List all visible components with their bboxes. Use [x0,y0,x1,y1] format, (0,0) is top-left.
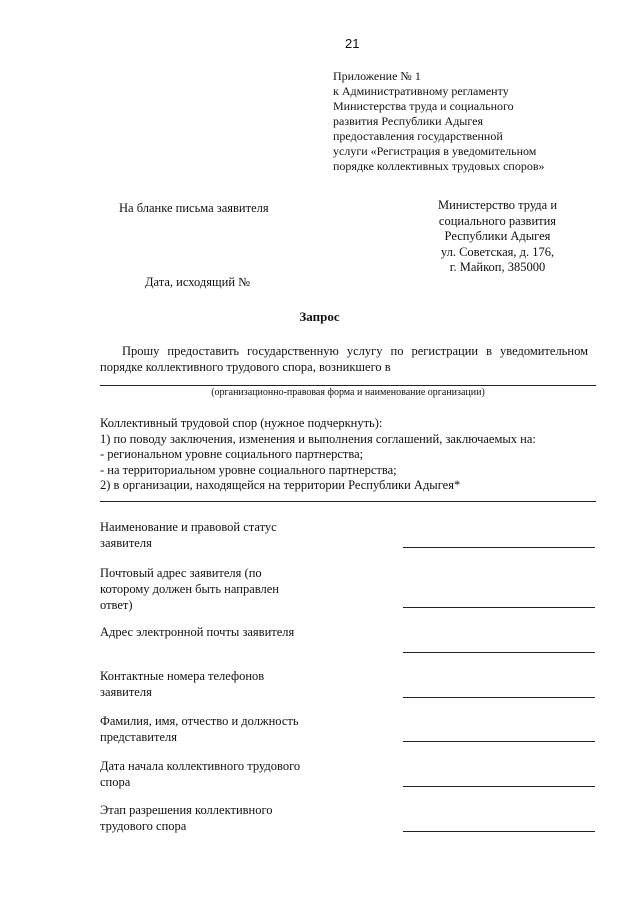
addressee-line: г. Майкоп, 385000 [449,260,546,274]
dispute-fill-line [100,501,596,502]
appendix-line: развития Республики Адыгея [333,114,483,128]
appendix-line: предоставления государственной [333,129,503,143]
request-paragraph [100,343,588,375]
dispute-line: - региональном уровне социального партнерства; [100,447,364,461]
appendix-line: к Административному регламенту [333,84,509,98]
date-outgoing-label: Дата, исходящий № [145,275,251,289]
dispute-line: 1) по поводу заключения, изменения и выполнения соглашений, заключаемых на: [100,431,536,446]
organization-caption: (организационно-правовая форма и наименование организации) [211,387,485,398]
page-number: 21 [345,36,360,51]
addressee-line: социального развития [438,213,557,228]
addressee-line: Республики Адыгея [444,229,551,243]
field-line-phone [403,697,595,698]
field-line-dispute-start-date [403,786,595,787]
field-line-applicant-name [403,547,595,548]
appendix-line: услуги «Регистрация в уведомительном [333,144,537,158]
request-line-1: Прошу предоставить государственную услугу по регистрации в уведомительном [122,344,588,358]
appendix-header [333,69,544,174]
addressee-line: Министерство труда и [437,198,558,212]
field-label-postal-address: Почтовый адрес заявителя (по которому должен быть направлен ответ) [100,566,279,612]
field-line-postal-address [403,607,595,608]
request-line-2: порядке коллективного трудового спора, возникшего в [100,360,391,374]
dispute-line: - на территориальном уровне социального партнерства; [100,462,397,477]
appendix-line: Министерства труда и социального [333,99,514,113]
field-label-applicant-name: Наименование и правовой статус заявителя [100,520,277,550]
field-line-email [403,652,595,653]
dispute-line: 2) в организации, находящейся на территории Республики Адыгея* [100,478,461,492]
letterhead-note: На бланке письма заявителя [119,201,269,215]
document-title: Запрос [299,309,340,324]
dispute-type-block [100,416,536,494]
field-label-dispute-start-date: Дата начала коллективного трудового спора [100,759,301,789]
appendix-line: порядке коллективных трудовых споров» [333,159,545,173]
appendix-line: Приложение № 1 [333,69,421,83]
field-label-dispute-stage: Этап разрешения коллективного трудового спора [100,803,273,833]
field-label-representative: Фамилия, имя, отчество и должность представителя [100,714,299,744]
addressee-line: ул. Советская, д. 176, [440,244,555,259]
organization-fill-line [100,385,596,386]
field-line-dispute-stage [403,831,595,832]
field-label-phone: Контактные номера телефонов заявителя [100,669,265,699]
addressee-block [420,198,575,276]
field-label-email: Адрес электронной почты заявителя [100,625,295,639]
field-line-representative [403,741,595,742]
dispute-line: Коллективный трудовой спор (нужное подчеркнуть): [100,416,383,430]
